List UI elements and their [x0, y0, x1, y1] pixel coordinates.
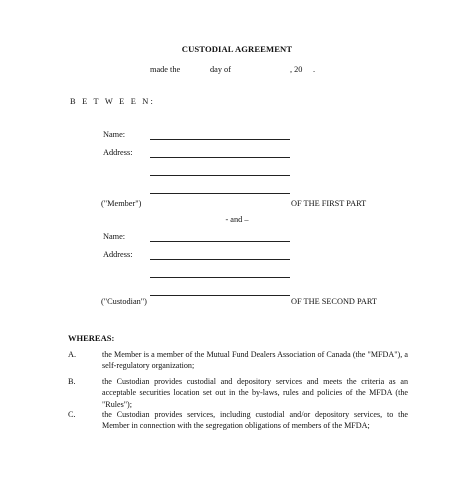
second-party-address-line-2[interactable]: [150, 277, 290, 278]
first-party-address-line-3[interactable]: [150, 193, 290, 194]
clause-c-text: the Custodian provides services, including custodial and/or depository services, to the Member in connection with the segregation obligations of members of the MFDA;: [102, 410, 408, 431]
second-party-name-line[interactable]: [150, 241, 290, 242]
second-part-label: OF THE SECOND PART: [291, 297, 377, 306]
first-party-address-label: Address:: [103, 148, 133, 157]
date-end: .: [313, 65, 316, 74]
date-day-of: day of: [210, 65, 231, 74]
second-party-address-label: Address:: [103, 250, 133, 259]
second-party-address-line-3[interactable]: [150, 295, 290, 296]
and-separator: - and –: [225, 215, 249, 224]
second-party-name-label: Name:: [103, 232, 126, 241]
first-party-name-line[interactable]: [150, 139, 290, 140]
document-title: CUSTODIAL AGREEMENT: [181, 44, 293, 54]
clause-a-letter: A.: [68, 350, 77, 359]
date-made-the: made the: [150, 65, 181, 74]
first-party-address-line-1[interactable]: [150, 157, 290, 158]
first-part-label: OF THE FIRST PART: [291, 199, 367, 208]
date-year: , 20: [290, 65, 303, 74]
clause-b-text: the Custodian provides custodial and depository services and meets the criteria as an acceptable securities location set out in the by-laws, rules and policies of the MFDA (the "Rules");: [102, 377, 408, 409]
member-designation: ("Member"): [101, 199, 142, 208]
whereas-heading: WHEREAS:: [68, 333, 115, 343]
clause-a-text: the Member is a member of the Mutual Fund Dealers Association of Canada (the "MFDA"), a self-regulatory organization;: [102, 350, 408, 371]
clause-c-letter: C.: [68, 410, 76, 419]
first-party-address-line-2[interactable]: [150, 175, 290, 176]
between-heading: B E T W E E N:: [70, 97, 156, 106]
first-party-name-label: Name:: [103, 130, 126, 139]
second-party-address-line-1[interactable]: [150, 259, 290, 260]
clause-b-letter: B.: [68, 377, 76, 386]
custodian-designation: ("Custodian"): [101, 297, 147, 306]
